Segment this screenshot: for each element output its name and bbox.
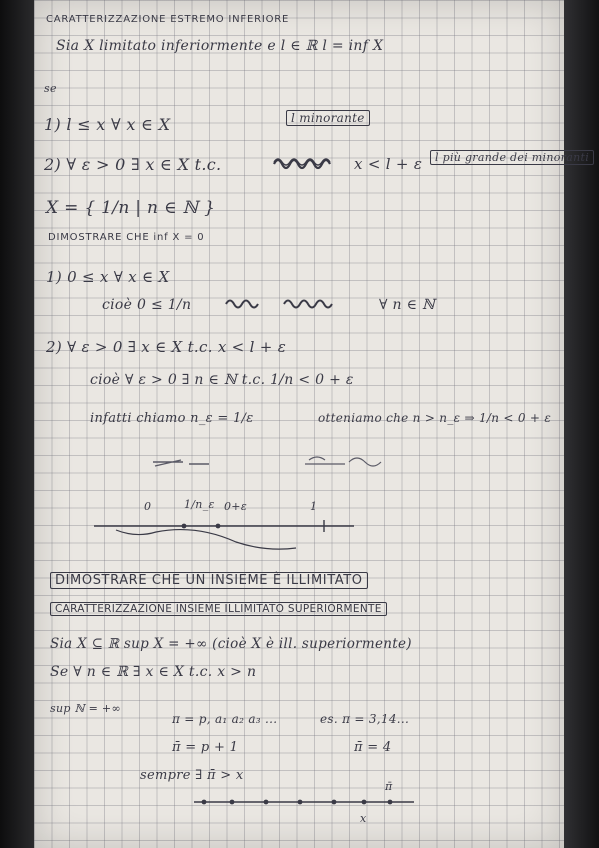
number-line-2-x: x [360,812,367,825]
number-line-label-one: 1 [310,500,318,513]
proof-step-2: 2) ∀ ε > 0 ∃ x ∈ X t.c. x < l + ε [46,338,287,356]
number-line-2-pibar: π̄ [385,780,393,793]
pi-line-2: π̄ = p + 1 [172,740,239,755]
proof-step-2c-start: infatti chiamo n_ε = 1/ε [90,411,254,426]
number-line-2 [34,0,564,848]
set-definition: X = { 1/n | n ∈ ℕ } [46,198,216,218]
condition-2-end: x < l + ε [354,155,423,173]
minorante-box: l minorante [286,110,370,126]
notebook-binding-edge [0,0,34,848]
sup-N: sup ℕ = +∞ [50,702,121,715]
number-line-label-zero-eps: 0+ε [224,500,248,513]
pi-example-2: π̄ = 4 [354,740,392,755]
number-line-label-zero: 0 [144,500,152,513]
proof-step-1b-start: cioè 0 ≤ 1/n [102,297,192,313]
number-line-label-eps: 1/n_ε [184,498,215,511]
sup-line-2: Se ∀ n ∈ ℝ ∃ x ∈ X t.c. x > n [50,664,257,680]
pi-line-1: π = p, a₁ a₂ a₃ ... [172,712,278,726]
illimitato-title: DIMOSTRARE CHE UN INSIEME È ILLIMITATO [50,572,368,589]
pi-example: es. π = 3,14... [320,712,410,726]
proof-step-1b-end: ∀ n ∈ ℕ [379,297,436,313]
condition-2: 2) ∀ ε > 0 ∃ x ∈ X t.c. [44,155,222,174]
line-sia: Sia X limitato inferiormente e l ∈ ℝ l = inf X [56,38,384,54]
sup-title: CARATTERIZZAZIONE INSIEME ILLIMITATO SUPERIORMENTE [50,602,387,616]
dimostrare-line: DIMOSTRARE CHE inf X = 0 [48,232,205,243]
notebook-page [34,0,590,848]
header-title: CARATTERIZZAZIONE ESTREMO INFERIORE [46,14,290,25]
condition-1: 1) l ≤ x ∀ x ∈ X [44,115,171,134]
pi-line-3: sempre ∃ π̄ > x [140,768,244,783]
proof-step-2b: cioè ∀ ε > 0 ∃ n ∈ ℕ t.c. 1/n < 0 + ε [90,372,354,388]
proof-step-1: 1) 0 ≤ x ∀ x ∈ X [46,268,170,286]
desk-edge [564,0,599,848]
piu-grande-box: l più grande dei minoranti [430,150,594,165]
line-se: se [44,82,57,95]
sup-line-1: Sia X ⊆ ℝ sup X = +∞ (cioè X è ill. superiormente) [50,636,412,652]
proof-step-2c-end: otteniamo che n > n_ε ⇒ 1/n < 0 + ε [318,411,552,425]
